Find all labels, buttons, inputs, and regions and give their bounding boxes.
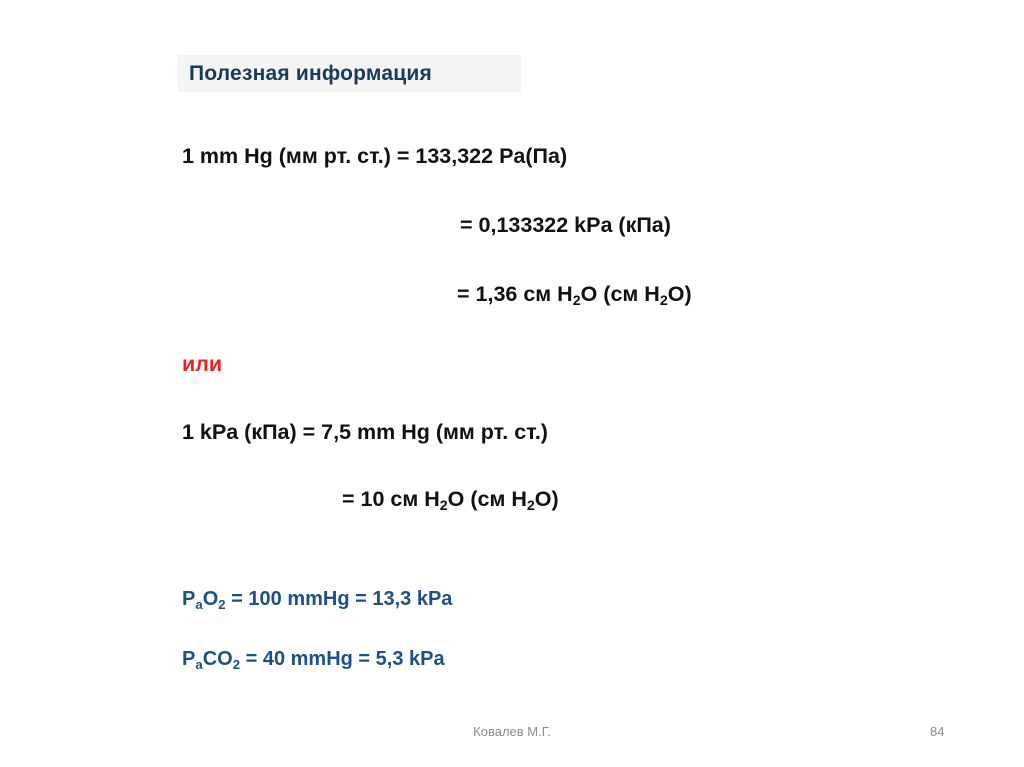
conversion-line-mmhg-cmh2o: = 1,36 см $H_2O$ (см $H_2O$)	[457, 282, 692, 309]
reference-value-paco2: $P_aCO_2 = 40$ mmHg = 5,3 kPa	[182, 648, 445, 672]
reference-value-pao2: $P_aO_2 = 100$ mmHg = 13,3 kPa	[182, 588, 453, 612]
footer-page-number: 84	[930, 724, 945, 739]
separator-word-or: или	[182, 352, 223, 376]
conversion-line-mmhg-pa: 1 mm Hg (мм рт. ст.) = 133,322 Pa(Па)	[182, 144, 568, 168]
footer-author: Ковалев М.Г.	[473, 724, 551, 739]
conversion-line-kpa-cmh2o: = 10 см $H_2O$ (см $H_2O$)	[342, 487, 559, 514]
slide-title: Полезная информация	[189, 62, 432, 85]
conversion-line-mmhg-kpa: = 0,133322 kPa (кПа)	[460, 213, 671, 237]
conversion-line-kpa-mmhg: 1 kPa (кПа) = 7,5 mm Hg (мм рт. ст.)	[182, 420, 548, 444]
